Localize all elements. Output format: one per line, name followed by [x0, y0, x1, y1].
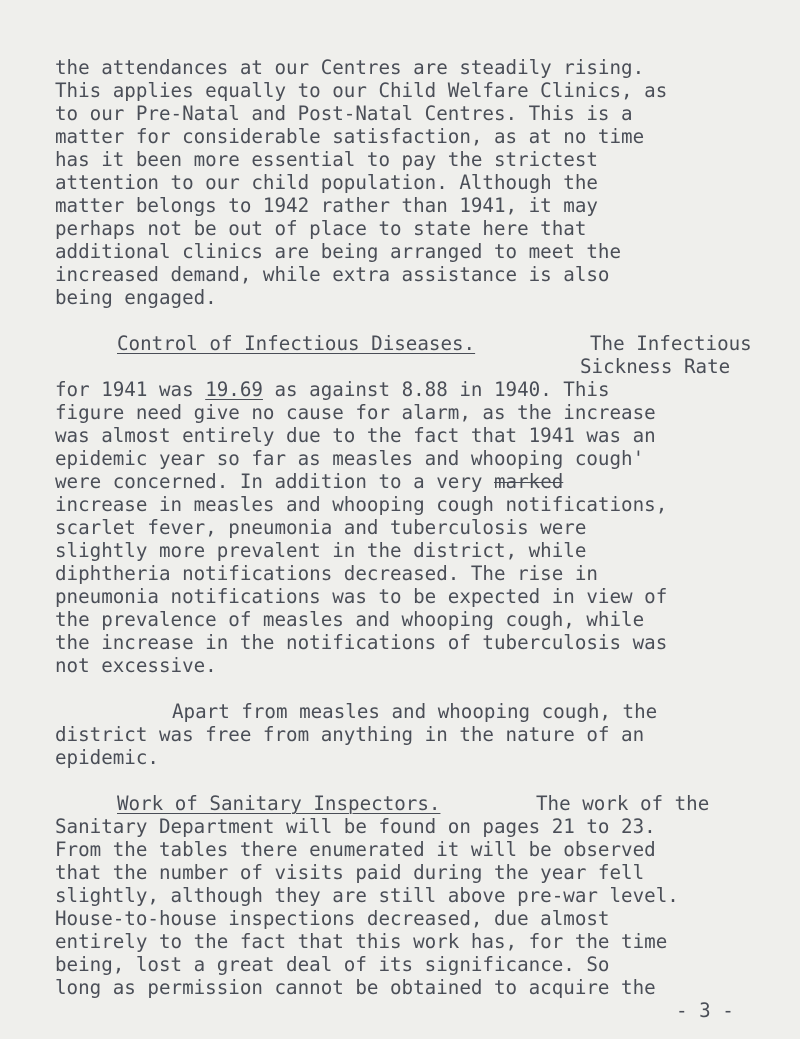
- body-line: increase in measles and whooping cough notifications,: [55, 493, 668, 516]
- body-line: that the number of visits paid during the year fell: [55, 861, 645, 884]
- body-line: scarlet fever, pneumonia and tuberculosis were: [55, 516, 587, 539]
- body-line: entirely to the fact that this work has, for the time: [55, 930, 668, 953]
- section-heading-infectious: Control of Infectious Diseases.: [117, 332, 476, 355]
- body-line: matter for considerable satisfaction, as at no time: [55, 125, 645, 148]
- body-line: has it been more essential to pay the strictest: [55, 148, 598, 171]
- body-line: [55, 471, 563, 493]
- body-line: This applies equally to our Child Welfare Clinics, as: [55, 79, 668, 102]
- body-line: the increase in the notifications of tuberculosis was: [55, 631, 668, 654]
- body-line: slightly more prevalent in the district, while: [55, 539, 587, 562]
- body-line: Sickness Rate: [580, 355, 731, 378]
- body-line: epidemic.: [55, 746, 159, 769]
- body-text: for 1941 was: [55, 378, 206, 401]
- body-line: attention to our child population. Although the: [55, 171, 598, 194]
- page-number: - 3 -: [676, 999, 734, 1022]
- section-heading-sanitary: Work of Sanitary Inspectors.: [117, 792, 441, 815]
- body-line: diphtheria notifications decreased. The rise in: [55, 562, 598, 585]
- body-line: House-to-house inspections decreased, due almost: [55, 907, 610, 930]
- body-line: to our Pre-Natal and Post-Natal Centres. This is a: [55, 102, 633, 125]
- struck-word: marked: [493, 470, 564, 493]
- body-line: figure need give no cause for alarm, as the increase: [55, 401, 656, 424]
- body-line: The work of the: [536, 792, 710, 815]
- body-line: increased demand, while extra assistance is also: [55, 263, 610, 286]
- body-line: district was free from anything in the nature of an: [55, 723, 645, 746]
- body-line: The Infectious: [590, 332, 752, 355]
- body-line: pneumonia notifications was to be expected in view of: [55, 585, 668, 608]
- body-line: long as permission cannot be obtained to acquire the: [55, 976, 656, 999]
- body-line: additional clinics are being arranged to meet the: [55, 240, 622, 263]
- body-line: not excessive.: [55, 654, 217, 677]
- body-line: matter belongs to 1942 rather than 1941, it may: [55, 194, 598, 217]
- body-line: [55, 379, 610, 401]
- body-line: epidemic year so far as measles and whooping cough': [55, 447, 645, 470]
- body-line: being, lost a great deal of its significance. So: [55, 953, 610, 976]
- body-line: the prevalence of measles and whooping cough, while: [55, 608, 645, 631]
- body-line: the attendances at our Centres are steadily rising.: [55, 56, 645, 79]
- body-line: was almost entirely due to the fact that 1941 was an: [55, 424, 656, 447]
- body-line: Sanitary Department will be found on pages 21 to 23.: [55, 815, 656, 838]
- rate-1941-value: 19.69: [205, 378, 263, 401]
- body-line: perhaps not be out of place to state here that: [55, 217, 587, 240]
- body-line: slightly, although they are still above pre-war level.: [55, 884, 679, 907]
- body-line: From the tables there enumerated it will be observed: [55, 838, 656, 861]
- body-text: as against 8.88 in 1940. This: [262, 378, 610, 401]
- body-line: Apart from measles and whooping cough, the: [172, 700, 658, 723]
- body-text: were concerned. In addition to a very: [55, 470, 494, 493]
- body-line: being engaged.: [55, 286, 217, 309]
